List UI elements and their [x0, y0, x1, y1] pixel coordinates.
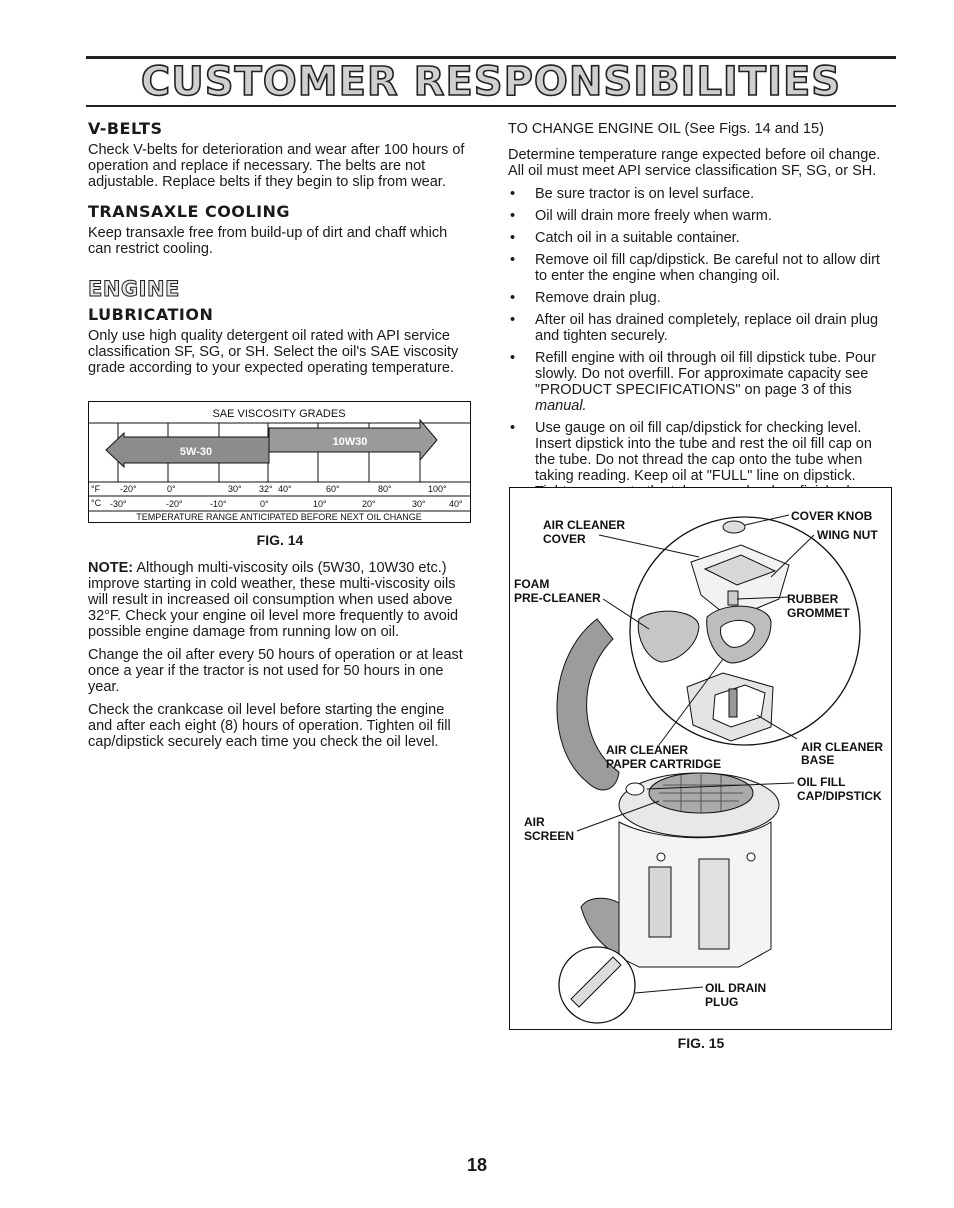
svg-text:32°: 32° — [259, 484, 273, 494]
left-column — [88, 121, 472, 383]
svg-text:GROMMET: GROMMET — [787, 606, 850, 620]
label-rubber-grommet: RUBBER — [787, 592, 839, 606]
svg-text:0°: 0° — [260, 499, 269, 509]
svg-text:BASE: BASE — [801, 753, 835, 767]
page-number: 18 — [466, 1155, 488, 1175]
lubrication-text: Only use high quality detergent oil rated with API service classification SF, SG, or SH. Select the oil's SAE viscosity grade according to your expected operating temperature. — [88, 328, 459, 376]
step-item: • Remove drain plug. — [508, 290, 896, 306]
label-air-screen: AIR — [524, 815, 545, 829]
fig14-viscosity-chart — [88, 401, 472, 525]
label-cover-knob: COVER KNOB — [791, 509, 873, 523]
engine-body-icon — [619, 822, 771, 967]
label-wing-nut: WING NUT — [817, 528, 878, 542]
svg-text:-10°: -10° — [210, 499, 227, 509]
label-air-cleaner-base: AIR CLEANER — [801, 740, 884, 754]
label-air-cleaner-cover: AIR CLEANER — [543, 518, 626, 532]
chart-top-label: SAE VISCOSITY GRADES — [212, 408, 346, 420]
svg-text:60°: 60° — [326, 484, 340, 494]
svg-text:-30°: -30° — [110, 499, 127, 509]
svg-text:PLUG: PLUG — [705, 995, 739, 1009]
label-oil-fill: OIL FILL — [797, 775, 846, 789]
transaxle-heading: TRANSAXLE COOLING — [88, 202, 291, 221]
note-label: NOTE: — [88, 560, 134, 576]
step-item: • Remove oil fill cap/dipstick. Be careful not to allow dirt to enter the engine when changing oil. — [508, 252, 896, 284]
svg-text:0°: 0° — [167, 484, 176, 494]
cover-knob-icon — [723, 521, 745, 533]
change-oil-steps — [508, 186, 896, 500]
fig15-engine-diagram — [509, 487, 893, 1032]
svg-text:40°: 40° — [278, 484, 292, 494]
grade-10w30-label: 10W30 — [332, 436, 368, 448]
svg-text:80°: 80° — [378, 484, 392, 494]
page-title: CUSTOMER RESPONSIBILITIES — [140, 59, 842, 105]
label-oil-drain-plug: OIL DRAIN — [705, 981, 767, 995]
svg-text:-20°: -20° — [166, 499, 183, 509]
fahrenheit-unit: °F — [91, 484, 101, 494]
transaxle-text: Keep transaxle free from build-up of dirt and chaff which can restrict cooling. — [88, 225, 448, 257]
check-oil-text: Check the crankcase oil level before starting the engine and after each eight (8) hours of operation. Tighten oil fill cap/dipstick securely each time you check the oil level. — [88, 702, 451, 750]
lubrication-heading: LUBRICATION — [88, 305, 214, 324]
oil-fill-cap-icon — [626, 783, 644, 795]
step-item: • Oil will drain more freely when warm. — [508, 208, 896, 224]
label-foam: FOAM — [514, 577, 550, 591]
svg-text:SCREEN: SCREEN — [524, 829, 575, 843]
vbelts-text: Check V-belts for deterioration and wear after 100 hours of operation and replace if necessary. The belts are not adjustable. Replace belts if they begin to slip from wear. — [88, 142, 465, 190]
note-text: Although multi-viscosity oils (5W30, 10W30 etc.) improve starting in cold weather, these multi-viscosity oils will result in increased oil consumption when used above 32°F. Check your engine oil level more frequently to avoid possible engine damage from running low on oil. — [88, 560, 459, 640]
change-oil-intro: Determine temperature range expected before oil change. All oil must meet API service classification SF, SG, or SH. — [508, 147, 881, 179]
vbelts-heading: V-BELTS — [88, 119, 163, 138]
svg-text:40°: 40° — [449, 499, 463, 509]
step-item: • Catch oil in a suitable container. — [508, 230, 896, 246]
svg-text:PRE-CLEANER: PRE-CLEANER — [514, 591, 601, 605]
svg-text:-20°: -20° — [120, 484, 137, 494]
svg-text:10°: 10° — [313, 499, 327, 509]
change-oil-heading: TO CHANGE ENGINE OIL (See Figs. 14 and 15) — [508, 121, 824, 137]
right-column — [508, 121, 896, 506]
svg-text:PAPER CARTRIDGE: PAPER CARTRIDGE — [606, 757, 722, 771]
manual-italic: manual. — [535, 398, 587, 414]
svg-text:CAP/DIPSTICK: CAP/DIPSTICK — [797, 789, 882, 803]
grade-5w30-label: 5W-30 — [179, 446, 213, 458]
step-item-refill: • Refill engine with oil through oil fill dipstick tube. Pour slowly. Do not overfill. For approximate capacity see "PRODUCT SPECIFICATIONS" on page 3 of this manual. — [508, 350, 896, 414]
step-item: • Use gauge on oil fill cap/dipstick for checking level. Insert dipstick into the tube and rest the oil fill cap on the tube. Do not thread the cap onto the tube when taking reading. Keep oil at "FULL" line on dipstick. — [508, 420, 896, 500]
step-item: • After oil has drained completely, replace oil drain plug and tighten securely. — [508, 312, 896, 344]
label-paper-cartridge: AIR CLEANER — [606, 743, 689, 757]
title-rule-thin — [86, 105, 896, 107]
fig15-caption: FIG. 15 — [677, 1035, 725, 1051]
chart-bottom-label: TEMPERATURE RANGE ANTICIPATED BEFORE NEXT OIL CHANGE — [136, 512, 422, 522]
svg-text:30°: 30° — [228, 484, 242, 494]
note-paragraph — [88, 560, 472, 640]
rubber-grommet-icon — [728, 591, 738, 605]
left-column-lower — [88, 560, 472, 757]
engine-heading: ENGINE — [88, 277, 180, 301]
svg-text:100°: 100° — [428, 484, 447, 494]
svg-text:20°: 20° — [362, 499, 376, 509]
step-item: • Be sure tractor is on level surface. — [508, 186, 896, 202]
change-oil-text: Change the oil after every 50 hours of operation or at least once a year if the tractor is not used for 50 hours in one year. — [88, 647, 463, 695]
svg-text:30°: 30° — [412, 499, 426, 509]
fig14-caption: FIG. 14 — [256, 532, 304, 548]
svg-text:COVER: COVER — [543, 532, 586, 546]
celsius-unit: °C — [91, 498, 102, 508]
